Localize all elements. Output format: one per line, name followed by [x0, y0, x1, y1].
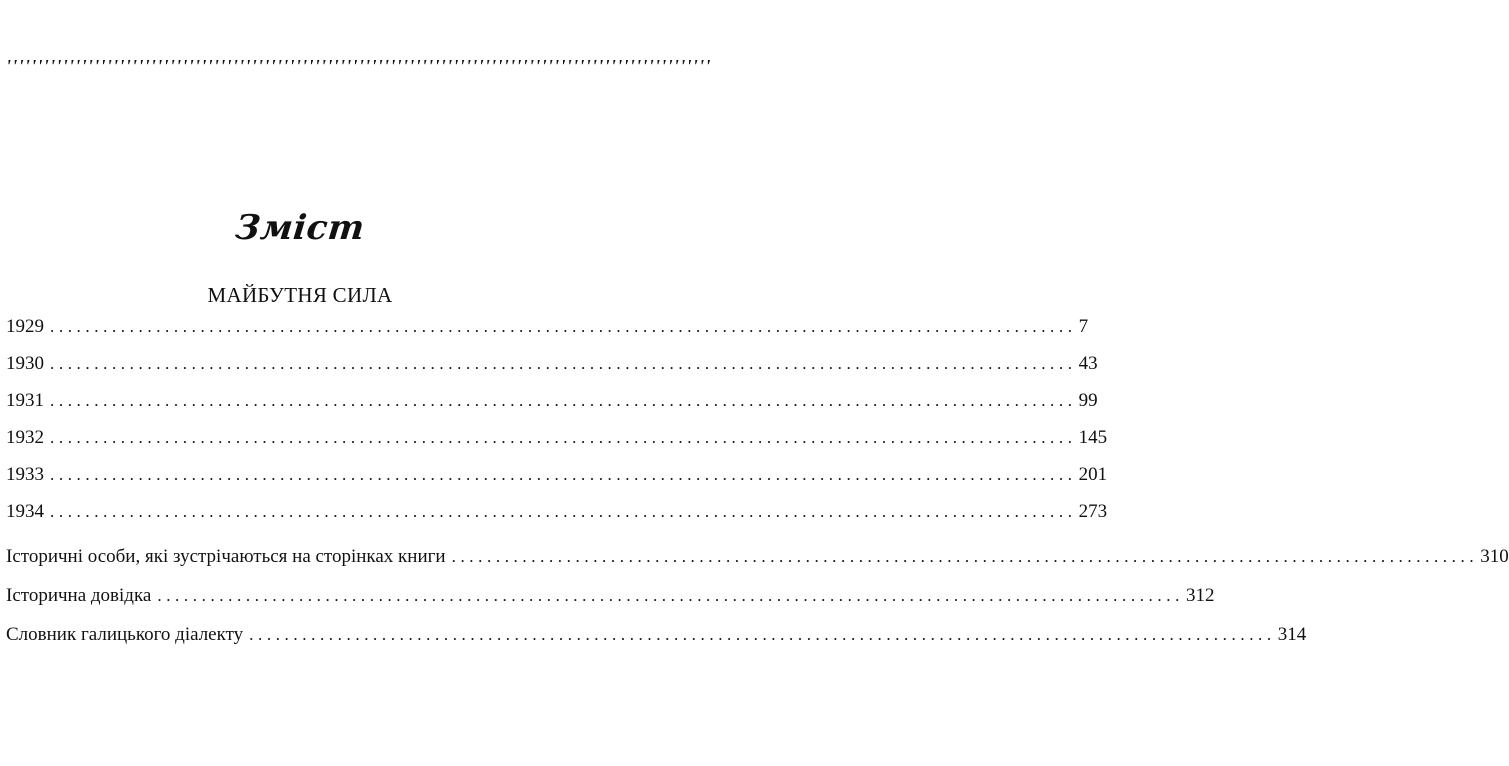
toc-entry-page-number: 43: [1078, 353, 1098, 374]
section-title: МАЙБУТНЯ СИЛА: [207, 283, 393, 307]
toc-entry-label: Історична довідка: [6, 585, 157, 607]
toc-entry-1934[interactable]: [6, 501, 1108, 525]
toc-entry-1932[interactable]: [6, 427, 1108, 451]
toc-entry-label: 1930: [6, 353, 50, 375]
toc-entry-label: 1931: [6, 390, 50, 412]
toc-entry-page-number: 99: [1078, 390, 1098, 411]
toc-entry-page-number: 201: [1078, 464, 1108, 485]
dot-leader: ....................................................................................................................: [157, 586, 1184, 605]
toc-entry-1930[interactable]: [6, 353, 1098, 377]
toc-entry-page-number: 273: [1078, 501, 1108, 522]
dot-leader: ....................................................................................................................: [50, 428, 1077, 447]
toc-entry-page-number: 312: [1185, 585, 1215, 606]
toc-entry-label: Історичні особи, які зустрічаються на сторінках книги: [6, 546, 452, 568]
toc-entry-1931[interactable]: [6, 390, 1098, 414]
contents-title: Зміст: [233, 208, 367, 248]
toc-entry-dialect-dictionary[interactable]: [6, 624, 1307, 648]
decorative-dotted-rule: '''''''''''''''''''''''''''''''''''''''''''''''''''''''''''''''''''''''''''''''''''''''''''''''''''''''''''''''': [6, 56, 712, 76]
toc-entry-1929[interactable]: [6, 316, 1089, 340]
toc-entry-historical-figures[interactable]: [6, 546, 1509, 570]
toc-entry-historical-note[interactable]: [6, 585, 1215, 609]
dot-leader: ....................................................................................................................: [50, 391, 1077, 410]
toc-entry-page-number: 310: [1480, 546, 1509, 567]
toc-entry-page-number: 314: [1277, 624, 1307, 645]
toc-entry-page-number: 7: [1078, 316, 1089, 337]
toc-entry-label: Словник галицького діалекту: [6, 624, 249, 646]
dot-leader: ....................................................................................................................: [249, 625, 1276, 644]
dot-leader: ....................................................................................................................: [451, 547, 1479, 566]
dot-leader: ....................................................................................................................: [50, 317, 1077, 336]
toc-entry-label: 1929: [6, 316, 50, 338]
toc-entry-label: 1932: [6, 427, 50, 449]
dot-leader: ....................................................................................................................: [50, 465, 1077, 484]
toc-entry-1933[interactable]: [6, 464, 1108, 488]
toc-entry-page-number: 145: [1078, 427, 1108, 448]
dot-leader: ....................................................................................................................: [50, 354, 1077, 373]
toc-entry-label: 1934: [6, 501, 50, 523]
dot-leader: ....................................................................................................................: [50, 502, 1077, 521]
toc-entry-label: 1933: [6, 464, 50, 486]
